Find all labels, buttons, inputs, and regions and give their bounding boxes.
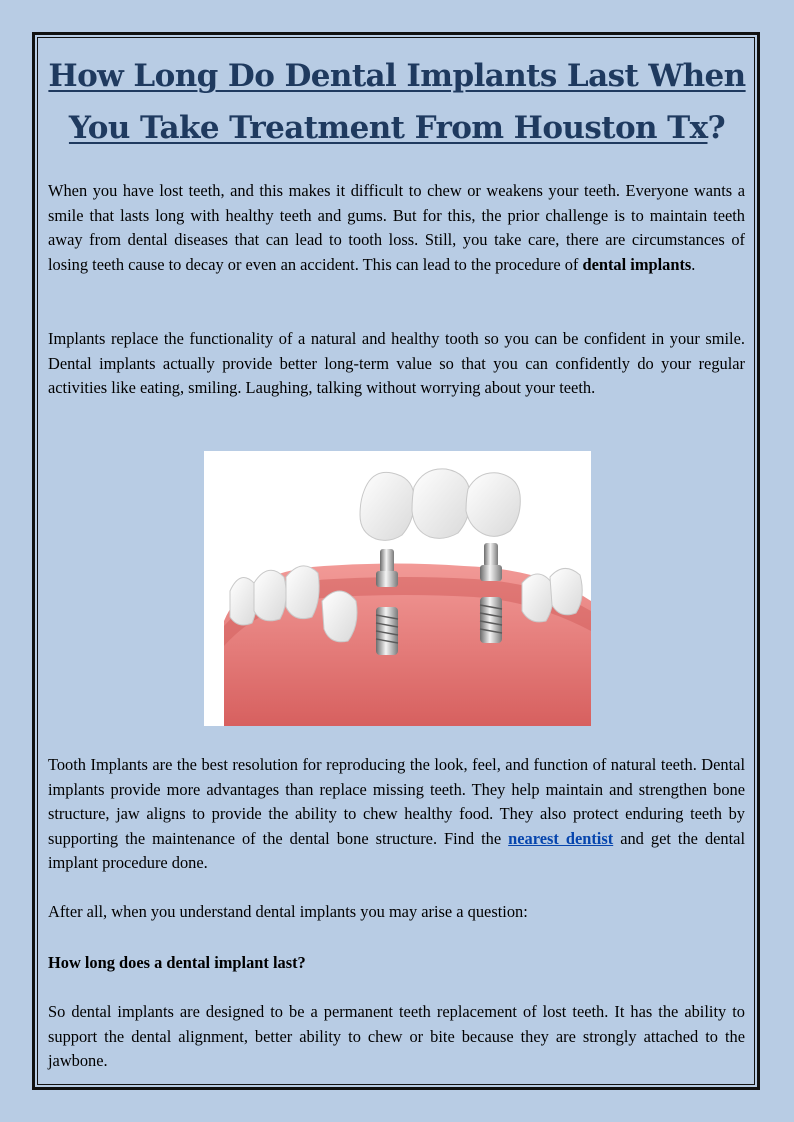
- intro-bold-term: dental implants: [582, 254, 692, 274]
- intro-period: .: [691, 254, 696, 274]
- title-line-1: How Long Do Dental Implants Last When: [48, 58, 746, 94]
- title-line-2: You Take Treatment From Houston Tx: [68, 110, 708, 146]
- intro-text: When you have lost teeth, and this makes it difficult to chew or weakens your teeth. Everyone wants a smile that lasts long with healthy teeth and gums. But for this, the prior challenge is to maintain teeth away from dental diseases that can lead to tooth loss. Still, you take care, there are circumstances of losing teeth cause to decay or even an accident. This can lead to the procedure of: [48, 181, 745, 274]
- tooth-implants-text: Tooth Implants are the best resolution for reproducing the look, feel, and function of natural teeth. Dental implants provide more advantages than replace missing teeth. They help maintain and strengthen bone structure, jaw aligns to provide the ability to chew healthy food. They also protect enduring teeth by supporting the maintenance of the dental bone structure. Find the: [48, 755, 745, 848]
- intro-paragraph: [48, 179, 745, 277]
- dental-implant-illustration: [204, 451, 591, 726]
- permanent-replacement-paragraph: So dental implants are designed to be a permanent teeth replacement of lost teeth. It has the ability to support the dental alignment, better ability to chew or bite because they are strongly attached to the jawbone.: [48, 1002, 745, 1070]
- section-subheading: How long does a dental implant last?: [48, 953, 306, 972]
- title-question-mark: ?: [707, 110, 726, 146]
- page-title: [44, 50, 750, 154]
- nearest-dentist-link[interactable]: nearest dentist: [508, 828, 614, 848]
- tooth-implants-end: and get the dental implant procedure done.: [48, 828, 745, 872]
- dental-implant-icon: [204, 451, 591, 726]
- tooth-implants-paragraph: [48, 753, 745, 876]
- implants-benefit-paragraph: Implants replace the functionality of a natural and healthy tooth so you can be confident in your smile. Dental implants actually provide better long-term value so that you can confidently do your regular activities like eating, smiling. Laughing, talking without worrying about your teeth.: [48, 329, 745, 397]
- question-intro-paragraph: After all, when you understand dental implants you may arise a question:: [48, 902, 528, 921]
